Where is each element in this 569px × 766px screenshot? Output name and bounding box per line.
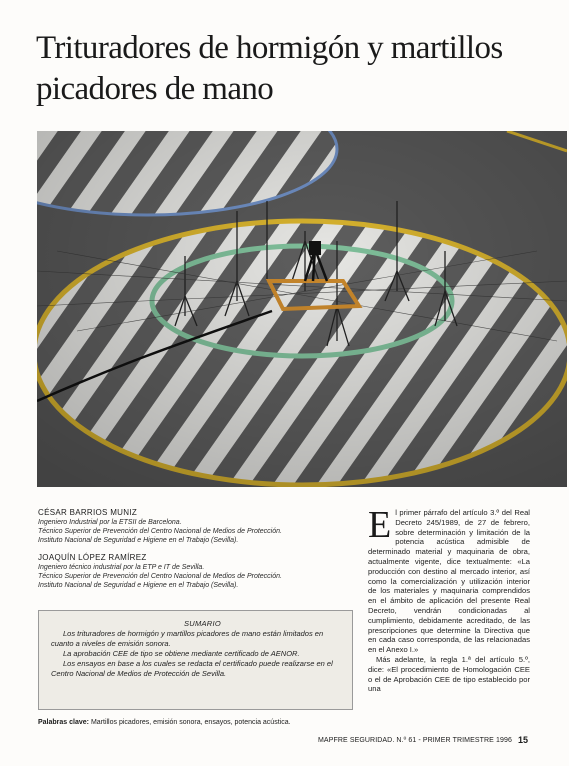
author-affiliation: Técnico Superior de Prevención del Centro Nacional de Medios de Protección.: [38, 573, 282, 580]
author-affiliation: Técnico Superior de Prevención del Centro Nacional de Medios de Protección.: [38, 528, 282, 535]
journal-footer: MAPFRE SEGURIDAD. N.º 61 - PRIMER TRIMESTRE 1996: [318, 737, 512, 744]
authors-section: [38, 508, 358, 598]
body-paragraph-2: Más adelante, la regla 1.ª del artículo 5.º, dice: «El procedimiento de Homologación CEE o el de Aprobación CEE de tipo establecido por una: [368, 654, 530, 694]
test-site-photo: [37, 131, 567, 487]
acoustic-test-area-illustration: [37, 131, 567, 487]
author-name: CÉSAR BARRIOS MUNIZ: [38, 508, 138, 517]
summary-paragraph: Los trituradores de hormigón y martillos picadores de mano están limitados en cuanto a niveles de emisión sonora.: [51, 629, 324, 648]
drop-cap: E: [368, 504, 392, 546]
author-1: [38, 508, 358, 545]
summary-paragraph: Los ensayos en base a los cuales se redacta el certificado puede realizarse en el Centro Nacional de Medios de Protección de Sevilla.: [51, 659, 333, 678]
body-text-column: [368, 504, 530, 694]
author-affiliation: Instituto Nacional de Seguridad e Higiene en el Trabajo (Sevilla).: [38, 537, 239, 544]
author-affiliation: Instituto Nacional de Seguridad e Higiene en el Trabajo (Sevilla).: [38, 582, 239, 589]
summary-box: [38, 610, 353, 710]
page-number: 15: [518, 735, 529, 745]
author-2: [38, 553, 358, 590]
summary-title: SUMARIO: [183, 619, 222, 628]
author-affiliation: Ingeniero Industrial por la ETSII de Barcelona.: [38, 519, 182, 526]
body-paragraph-1: l primer párrafo del artículo 3.º del Real Decreto 245/1989, de 27 de febrero, sobre determinación y limitación de la potencia acústica admisible de determinado material y maquinaria de obra, actualmente vigente, dice textualmente: «La producción con destino al mercado interior, así como la comercialización y utilización interior de los materiales y maquinaria comprendidos en el ámbito de aplicación del presente Real Decreto, vendrán condicionadas al cumplimiento, debidamente acreditado, de las prescripciones que determine la Directiva que en cada caso corresponda, de las relacionadas en el Anexo I.»: [368, 508, 530, 655]
summary-paragraph: La aprobación CEE de tipo se obtiene mediante certificado de AENOR.: [63, 649, 300, 658]
author-name: JOAQUÍN LÓPEZ RAMÍREZ: [38, 553, 147, 562]
author-affiliation: Ingeniero técnico industrial por la ETP e IT de Sevilla.: [38, 564, 205, 571]
keywords-text: Martillos picadores, emisión sonora, ensayos, potencia acústica.: [90, 719, 291, 726]
keywords: [38, 718, 358, 727]
keywords-label: Palabras clave:: [38, 719, 89, 726]
article-title: Trituradores de hormigón y martillos picadores de mano: [36, 30, 503, 107]
